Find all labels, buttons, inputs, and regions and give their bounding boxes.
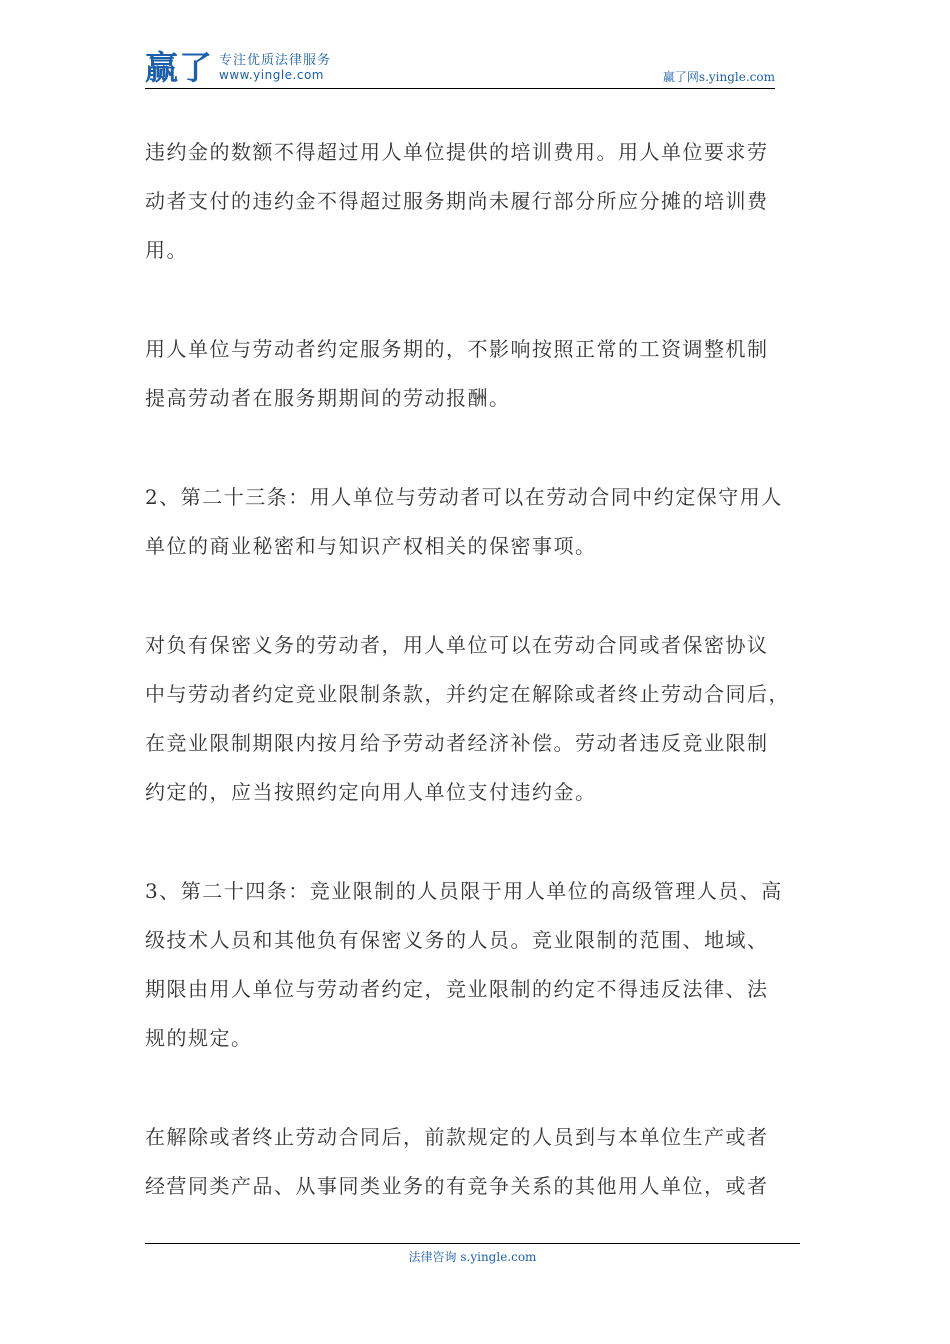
paragraph-1: 违约金的数额不得超过用人单位提供的培训费用。用人单位要求劳 动者支付的违约金不得超过服务期尚未履行部分所应分摊的培训费 用。: [145, 140, 769, 262]
paragraph-6: 在解除或者终止劳动合同后，前款规定的人员到与本单位生产或者 经营同类产品、从事同类业务的有竞争关系的其他用人单位，或者: [145, 1125, 769, 1198]
yingle-logo[interactable]: [145, 50, 331, 90]
footer-link[interactable]: 法律咨询 s.yingle.com: [408, 1250, 537, 1264]
paragraph-2: 用人单位与劳动者约定服务期的，不影响按照正常的工资调整机制 提高劳动者在服务期期间的劳动报酬。: [145, 337, 769, 410]
paragraph-3: 2、第二十三条：用人单位与劳动者可以在劳动合同中约定保守用人 单位的商业秘密和与知识产权相关的保密事项。: [145, 485, 783, 558]
document-body: [145, 128, 807, 1261]
header-site-link[interactable]: 赢了网s.yingle.com: [662, 70, 775, 84]
header-divider: [145, 88, 775, 89]
paragraph-5: 3、第二十四条：竞业限制的人员限于用人单位的高级管理人员、高 级技术人员和其他负有保密义务的人员。竞业限制的范围、地域、 期限由用人单位与劳动者约定，竞业限制的约定不得违反法律、法 规的规定。: [145, 879, 783, 1050]
page-header: [145, 50, 775, 90]
logo-text: [219, 53, 331, 83]
logo-slogan: 专注优质法律服务: [219, 53, 332, 68]
footer-divider: [145, 1243, 800, 1244]
logo-glyph: 赢了: [145, 48, 213, 87]
logo-url: www.yingle.com: [219, 68, 324, 82]
paragraph-4: 对负有保密义务的劳动者，用人单位可以在劳动合同或者保密协议 中与劳动者约定竞业限制条款，并约定在解除或者终止劳动合同后， 在竞业限制期限内按月给予劳动者经济补偿。劳动者违反竞业限制 约定的，应当按照约定向用人单位支付违约金。: [145, 633, 790, 804]
